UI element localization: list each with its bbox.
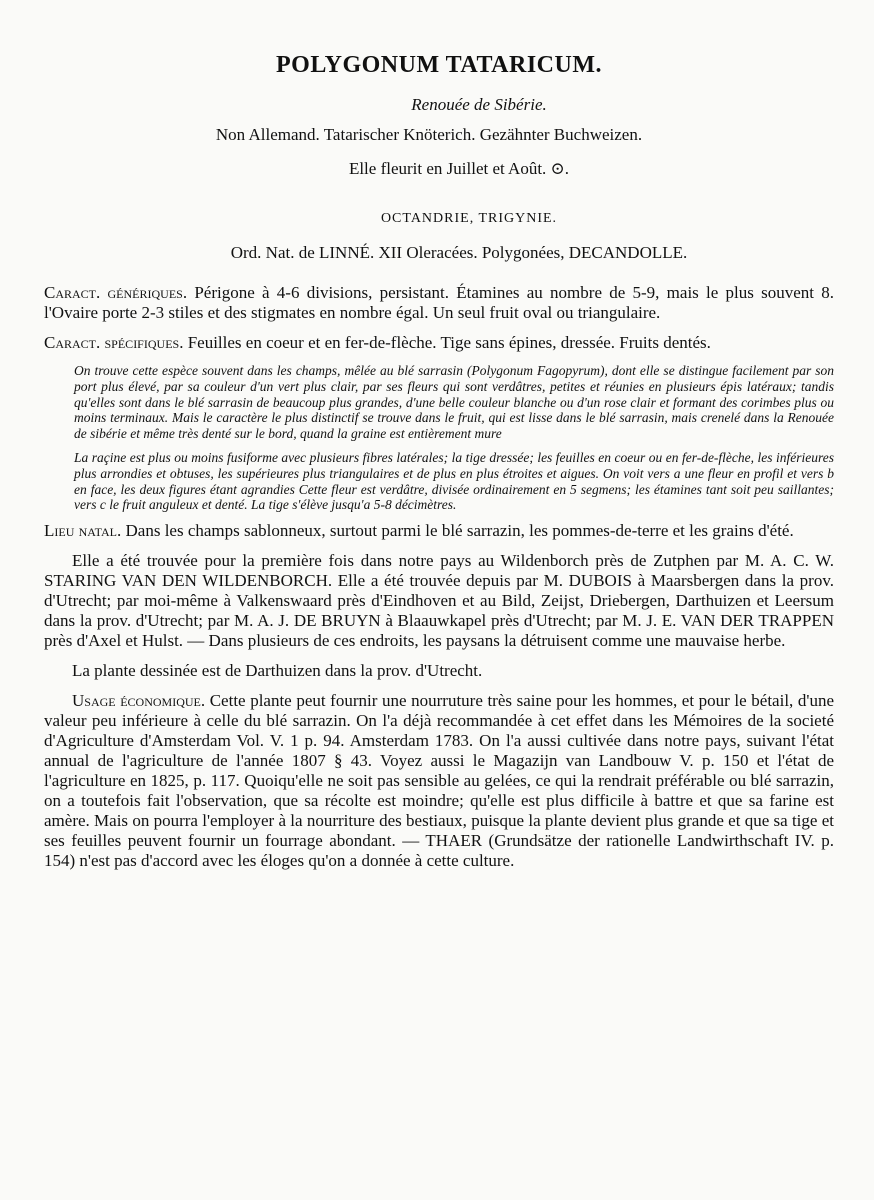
native-habitat-heading: Lieu natal. — [44, 521, 122, 541]
description-paragraph-1: On trouve cette espèce souvent dans les champs, mêlée au blé sarrasin (Polygonum Fagopyrum), dont elle se distingue facilement par son port plus élevé, par sa couleur d'un vert plus clair, par ses fleurs qui sont verdâtres, petites et réunies en plusieurs épis latéraux; tandis qu'elles sont dans le blé sarrasin de beaucoup plus grandes, d'une belle couleur blanche ou d'un rose clair et formant des corimbes plus ou moins terminaux. Mais le caractère le plus distinctif se trouve dans le fruit, qui est lisse dans le blé sarrasin, mais crenelé dans la Renouée de sibérie et même très denté sur le bord, quand la graine est entièrement mure — [74, 363, 834, 442]
localities-paragraph: Elle a été trouvée pour la première fois dans notre pays au Wildenborch près de Zutphen par M. A. C. W. STARING VAN DEN WILDENBORCH. Elle a été trouvée depuis par M. DUBOIS à Maarsbergen dans la prov. d'Utrecht; par moi-même à Valkenswaard près d'Eindhoven et au Bild, Zeijst, Driebergen, Darthuizen et Leersum dans la prov. d'Utrecht; par M. A. J. DE BRUYN à Blaauwkapel près d'Utrecht; par M. J. E. VAN DER TRAPPEN près d'Axel et Hulst. — Dans plusieurs de ces endroits, les paysans la détruisent comme une mauvaise herbe. — [44, 551, 834, 651]
economic-use-heading: Usage économique. — [72, 691, 206, 711]
generic-characters-text: Périgone à 4-6 divisions, persistant. Étamines au nombre de 5-9, mais le plus souvent 8. l'Ovaire porte 2-3 stiles et des stigmates en nombre égal. Un seul fruit oval ou triangulaire. — [44, 283, 835, 322]
page-title: POLYGONUM TATARICUM. — [275, 52, 602, 78]
flowering-period: Elle fleurit en Juillet et Août. ⊙. — [348, 159, 570, 178]
native-habitat-text: Dans les champs sablonneux, surtout parmi le blé sarrazin, les pommes-de-terre et les grains d'été. — [125, 521, 794, 541]
specific-characters-heading: Caract. spécifiques. — [44, 333, 184, 352]
generic-characters — [44, 283, 834, 323]
specific-characters-text: Feuilles en coeur et en fer-de-flèche. Tige sans épines, dressée. Fruits dentés. — [187, 333, 711, 352]
natural-order: Ord. Nat. de LINNÉ. XII Oleracées. Polygonées, DECANDOLLE. — [230, 243, 688, 262]
french-name: Renouée de Sibérie. — [411, 95, 547, 114]
economic-use-text: Cette plante peut fournir une nourruture très saine pour les hommes, et pour le bétail, d'une valeur peu inférieure à celle du blé sarrazin. On l'a déjà recommandée à cet effet dans les Mémoires de la societé d'Agriculture d'Amsterdam Vol. V. 1 p. 94. Amsterdam 1783. On l'a aussi cultivée dans notre pays, suivant l'état annual de l'agriculture de l'année 1807 § 43. Voyez aussi le Magazijn van Landbouw V. p. 150 et l'état de l'agriculture en 1825, p. 117. Quoiqu'elle ne soit pas sensible au gelées, ce qui la rendrait préférable ou blé sarrazin, on a toutefois fait l'observation, que sa récolte est moindre; qu'elle est plus difficile à battre et que sa farine est amère. Mais on pourra l'employer à la nourriture des bestiaux, puisque la plante devient plus grande et que sa tige et ses feuilles peuvent fournir un fourrage abondant. — THAER (Grundsätze der rationelle Landwirthschaft IV. p. 154) n'est pas d'accord avec les éloges qu'on a donnée à cette culture. — [44, 691, 834, 871]
native-habitat — [44, 521, 834, 541]
drawn-plant-origin: La plante dessinée est de Darthuizen dans la prov. d'Utrecht. — [72, 661, 483, 681]
german-names: Non Allemand. Tatarischer Knöterich. Gezähnter Buchweizen. — [215, 125, 643, 144]
economic-use — [44, 691, 834, 871]
description-paragraph-2: La raçine est plus ou moins fusiforme avec plusieurs fibres latérales; la tige dressée; les feuilles en coeur ou en fer-de-flèche, les inférieures plus arrondies et obtuses, les supérieures plus triangulaires et de plus en plus étroites et aigues. On voit vers a une fleur en profil et vers b en face, les deux figures étant agrandies Cette fleur est verdâtre, divisée ordinairement en 5 segmens; les étamines tant soit peu saillantes; vers c le fruit anguleux et denté. La tige s'élève jusqu'a 5-8 décimètres. — [74, 449, 834, 513]
linnaean-class: OCTANDRIE, TRIGYNIE. — [380, 211, 558, 226]
generic-characters-heading: Caract. génériques. — [44, 283, 188, 302]
specific-characters — [44, 333, 834, 353]
